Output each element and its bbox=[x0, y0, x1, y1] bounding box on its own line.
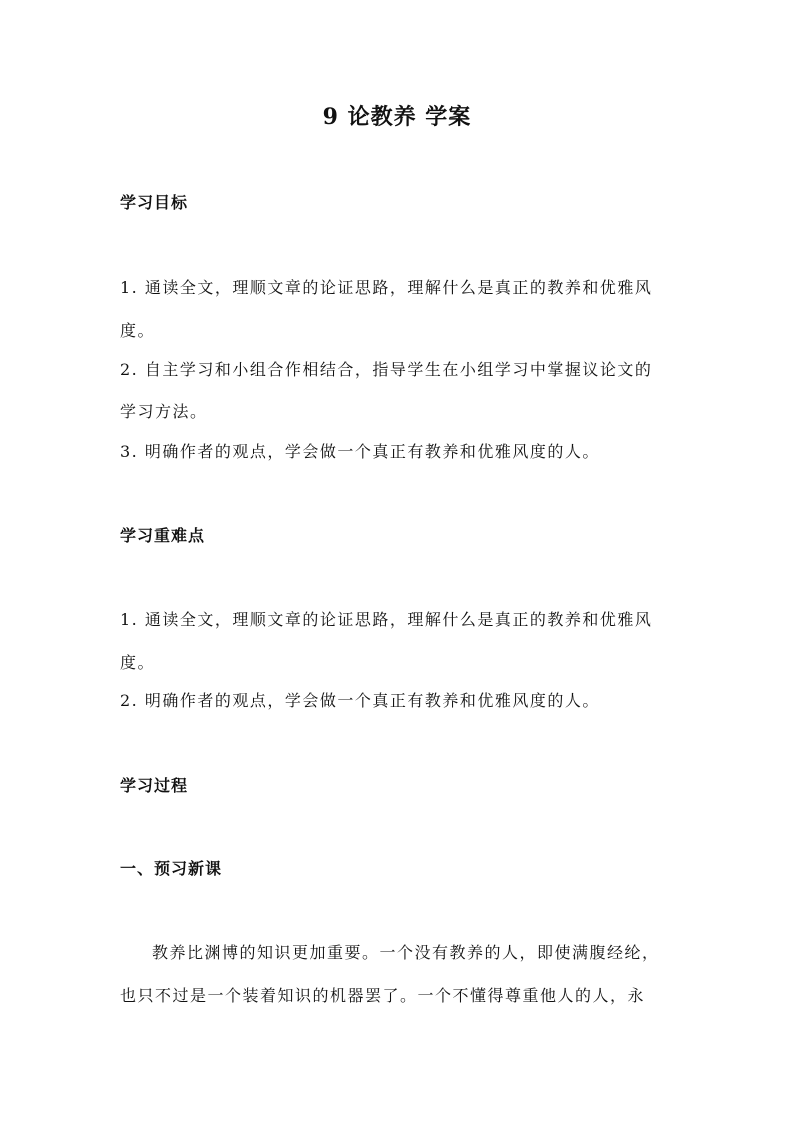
page-title: 9 论教养 学案 bbox=[322, 104, 472, 130]
preview-paragraph-line-2: 也只不过是一个装着知识的机器罢了。一个不懂得尊重他人的人，永 bbox=[120, 986, 646, 1005]
heading-preview: 一、预习新课 bbox=[120, 859, 223, 878]
goal-line-2: 度。 bbox=[120, 321, 156, 340]
heading-learning-process: 学习过程 bbox=[120, 776, 189, 795]
goal-line-3: 2. 自主学习和小组合作相结合，指导学生在小组学习中掌握议论文的 bbox=[120, 360, 653, 379]
key-line-1: 1. 通读全文，理顺文章的论证思路，理解什么是真正的教养和优雅风 bbox=[120, 610, 653, 629]
heading-learning-goals: 学习目标 bbox=[120, 193, 189, 212]
key-line-3: 2. 明确作者的观点，学会做一个真正有教养和优雅风度的人。 bbox=[120, 691, 600, 710]
preview-paragraph-line-1: 教养比渊博的知识更加重要。一个没有教养的人，即使满腹经纶， bbox=[152, 943, 660, 962]
goal-line-1: 1. 通读全文，理顺文章的论证思路，理解什么是真正的教养和优雅风 bbox=[120, 278, 653, 297]
heading-key-points: 学习重难点 bbox=[120, 526, 206, 545]
goal-line-4: 学习方法。 bbox=[120, 402, 208, 421]
goal-line-5: 3. 明确作者的观点，学会做一个真正有教养和优雅风度的人。 bbox=[120, 442, 600, 461]
key-line-2: 度。 bbox=[120, 653, 156, 672]
